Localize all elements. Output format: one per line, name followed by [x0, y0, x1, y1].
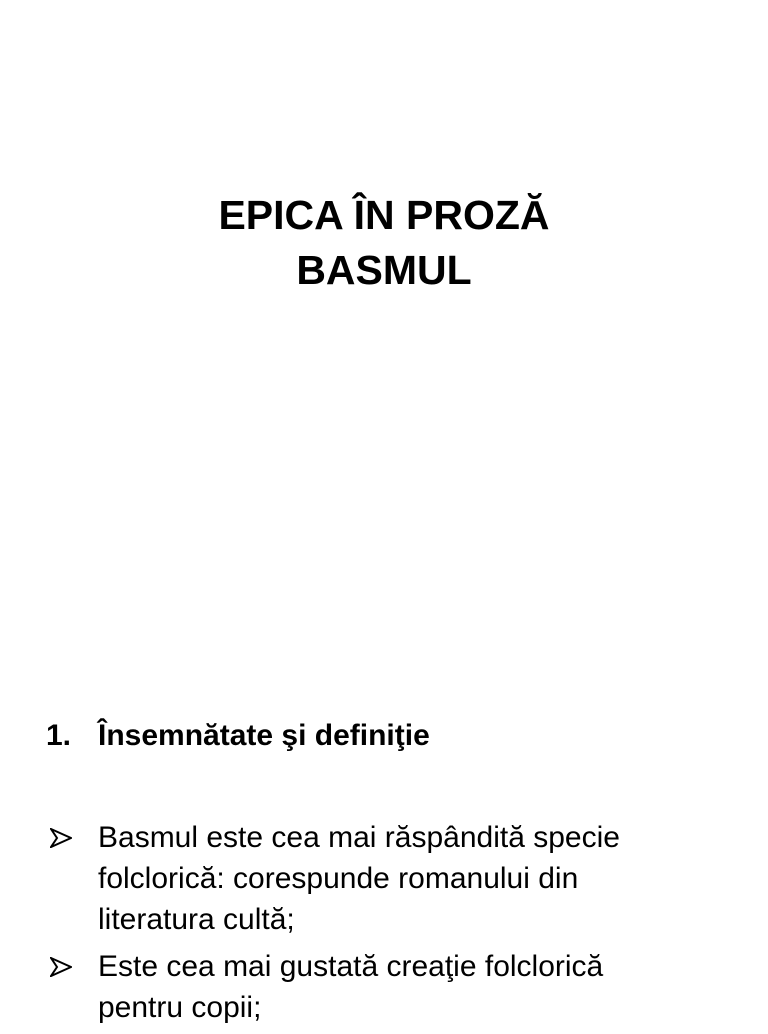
section-heading-text: Însemnătate şi definiţie	[98, 719, 430, 752]
bullet-1-line-1: Basmul este cea mai răspândită specie	[98, 821, 620, 854]
section-heading	[46, 716, 430, 756]
arrowhead-bullet-icon	[50, 828, 72, 848]
bullet-item-2	[46, 946, 746, 1028]
title-line-2: BASMUL	[296, 247, 472, 293]
bullet-list	[46, 817, 746, 1034]
bullet-1-line-3: literatura cultă;	[98, 903, 295, 936]
bullet-2-line-1: Este cea mai gustată creaţie folclorică	[98, 950, 604, 983]
bullet-1-line-2: folclorică: corespunde romanului din	[98, 862, 579, 895]
section-number: 1.	[46, 719, 72, 752]
arrowhead-bullet-icon	[50, 957, 72, 977]
title-line-1: EPICA ÎN PROZĂ	[218, 192, 550, 238]
slide-title	[0, 188, 768, 298]
bullet-item-1	[46, 817, 746, 940]
bullet-2-line-2: pentru copii;	[98, 991, 262, 1024]
